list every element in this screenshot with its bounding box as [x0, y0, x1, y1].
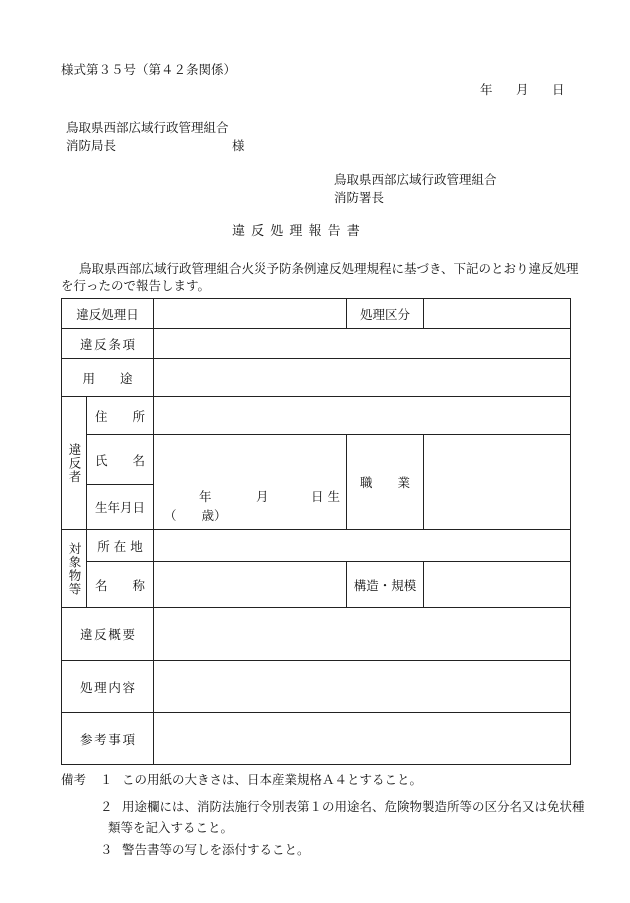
report-table — [61, 298, 571, 765]
birth-month-label: 月 — [256, 489, 269, 504]
birth-day-label: 日 生 — [311, 489, 340, 504]
category-label: 処理区分 — [347, 299, 424, 329]
name-label: 氏 名 — [87, 435, 154, 485]
addressee-title: 消防局長 — [66, 138, 117, 153]
object-name-field[interactable] — [154, 562, 347, 608]
addressee-honorific: 様 — [232, 138, 245, 153]
intro-line-2: を行ったので報告します。 — [61, 278, 211, 293]
note-1-text: この用紙の大きさは、日本産業規格Ａ４とすること。 — [122, 772, 423, 787]
date-month-label: 月 — [516, 82, 529, 97]
birth-label: 生年月日 — [87, 485, 154, 530]
violation-date-field[interactable] — [154, 299, 347, 329]
category-field[interactable] — [424, 299, 571, 329]
structure-field[interactable] — [424, 562, 571, 608]
violator-group-label: 違反者 — [62, 397, 87, 530]
article-field[interactable] — [154, 329, 571, 359]
addressee-org: 鳥取県西部広域行政管理組合 — [66, 120, 229, 135]
doc-title: 違 反 処 理 報 告 書 — [232, 224, 361, 239]
sender-title: 消防署長 — [334, 190, 385, 205]
occupation-label: 職 業 — [347, 435, 424, 530]
birth-date-area — [154, 435, 346, 529]
structure-label: 構造・規模 — [347, 562, 424, 608]
name-birth-field[interactable] — [154, 435, 347, 530]
intro-line-1: 鳥取県西部広域行政管理組合火災予防条例違反処理規程に基づき、下記のとおり違反処理 — [79, 261, 579, 276]
note-3-number: ３ — [100, 842, 113, 857]
processing-label: 処理内容 — [62, 661, 154, 713]
object-name-label: 名 称 — [87, 562, 154, 608]
notes-heading: 備考 — [61, 772, 87, 787]
reference-label: 参考事項 — [62, 713, 154, 765]
use-label: 用 途 — [62, 359, 154, 397]
address-field[interactable] — [154, 397, 571, 435]
object-group-label: 対象物等 — [62, 530, 87, 608]
note-3-text: 警告書等の写しを添付すること。 — [122, 842, 310, 857]
use-field[interactable] — [154, 359, 571, 397]
reference-field[interactable] — [154, 713, 571, 765]
birth-year-label: 年 — [199, 489, 212, 504]
date-day-label: 日 — [552, 82, 565, 97]
location-field[interactable] — [154, 530, 571, 562]
form-number: 様式第３５号（第４２条関係） — [61, 62, 237, 77]
article-label: 違反条項 — [62, 329, 154, 359]
occupation-field[interactable] — [424, 435, 571, 530]
location-label: 所 在 地 — [87, 530, 154, 562]
overview-label: 違反概要 — [62, 608, 154, 661]
address-label: 住 所 — [87, 397, 154, 435]
age-label: （ 歳） — [164, 508, 227, 523]
date-year-label: 年 — [480, 82, 493, 97]
processing-field[interactable] — [154, 661, 571, 713]
note-1-number: １ — [100, 772, 113, 787]
sender-org: 鳥取県西部広域行政管理組合 — [334, 172, 497, 187]
overview-field[interactable] — [154, 608, 571, 661]
note-2-number: ２ — [100, 799, 113, 814]
violation-date-label: 違反処理日 — [62, 299, 154, 329]
note-2-text-a: 用途欄には、消防法施行令別表第１の用途名、危険物製造所等の区分名又は免状種 — [122, 799, 585, 814]
note-2-text-b: 類等を記入すること。 — [108, 820, 234, 835]
